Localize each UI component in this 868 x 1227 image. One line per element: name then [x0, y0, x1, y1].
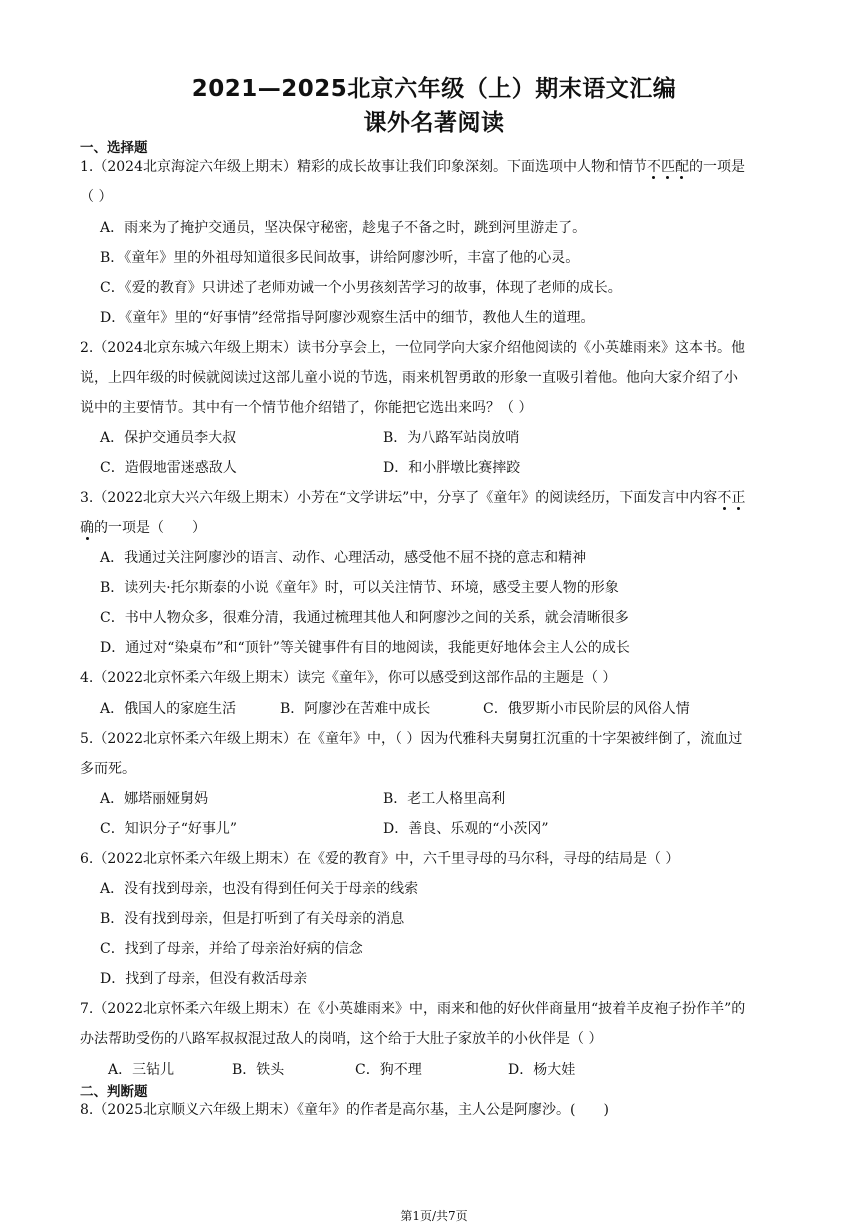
question-5-stem-line-1: 5.（2022北京怀柔六年级上期末）在《童年》中，（ ）因为代雅科夫舅舅扛沉重的十字架被绊倒了，流血过: [80, 731, 743, 747]
question-7-option-d: D．杨大娃: [508, 1062, 576, 1078]
question-3-option-b: B．读列夫·托尔斯泰的小说《童年》时，可以关注情节、环境，感受主要人物的形象: [100, 580, 619, 596]
emphasis-char: 不: [646, 159, 661, 175]
question-5-option-d: D．善良、乐观的“小茨冈”: [383, 821, 549, 837]
question-1-option-c: C．《爱的教育》只讲述了老师劝诫一个小男孩刻苦学习的故事，体现了老师的成长。: [100, 280, 622, 296]
question-2-option-d: D．和小胖墩比赛摔跤: [383, 460, 521, 476]
page-subtitle: 课外名著阅读: [363, 110, 505, 136]
question-8-stem: 8.（2025北京顺义六年级上期末）《童年》的作者是高尔基，主人公是阿廖沙。( ): [80, 1102, 609, 1118]
question-6-option-d: D．找到了母亲，但没有救活母亲: [100, 971, 308, 987]
question-3-stem-tail: 的一项是（ ）: [94, 520, 206, 536]
question-7-option-b: B．铁头: [232, 1062, 285, 1078]
question-4-option-c: C．俄罗斯小市民阶层的风俗人情: [483, 701, 690, 717]
question-1-option-a: A．雨来为了掩护交通员，坚决保守秘密，趁鬼子不备之时，跳到河里游走了。: [100, 220, 587, 236]
question-5-option-c: C．知识分子“好事儿”: [100, 821, 238, 837]
question-2-stem-line-2: 说，上四年级的时候就阅读过这部儿童小说的节选，雨来机智勇敢的形象一直吸引着他。他向大家介绍了小: [80, 370, 738, 386]
question-2-option-c: C．造假地雷迷惑敌人: [100, 460, 237, 476]
question-3-option-d: D．通过对“染桌布”和“顶针”等关键事件有目的地阅读，我能更好地体会主人公的成长: [100, 640, 630, 656]
question-2-stem-line-1: 2.（2024北京东城六年级上期末）读书分享会上，一位同学向大家介绍他阅读的《小英雄雨来》这本书。他: [80, 340, 745, 356]
question-5-option-a: A．娜塔丽娅舅妈: [100, 791, 209, 807]
question-6-option-a: A．没有找到母亲，也没有得到任何关于母亲的线索: [100, 881, 419, 897]
question-3-stem-line-2: [80, 517, 206, 537]
question-6-stem: 6.（2022北京怀柔六年级上期末）在《爱的教育》中，六千里寻母的马尔科，寻母的结局是（ ）: [80, 851, 680, 867]
question-2-option-a: A．保护交通员李大叔: [100, 430, 237, 446]
question-7-stem-line-1: 7.（2022北京怀柔六年级上期末）在《小英雄雨来》中，雨来和他的好伙伴商量用“披着羊皮袍子扮作羊”的: [80, 1001, 746, 1017]
question-2-stem-line-3: 说中的主要情节。其中有一个情节他介绍错了，你能把它选出来吗？（ ）: [80, 400, 533, 416]
question-7-option-c: C．狗不理: [355, 1062, 422, 1078]
question-1-stem: [80, 156, 745, 176]
question-1-stem-text: 1.（2024北京海淀六年级上期末）精彩的成长故事让我们印象深刻。下面选项中人物和情节: [80, 159, 647, 175]
question-1-blank: （ ）: [80, 189, 113, 205]
section-heading-judge: 二、判断题: [80, 1084, 148, 1100]
question-6-option-c: C．找到了母亲，并给了母亲治好病的信念: [100, 941, 363, 957]
emphasis-char: 不: [717, 490, 732, 506]
question-1-option-d: D．《童年》里的“好事情”经常指导阿廖沙观察生活中的细节，教他人生的道理。: [100, 310, 595, 326]
question-3-option-c: C．书中人物众多，很难分清，我通过梳理其他人和阿廖沙之间的关系，就会清晰很多: [100, 610, 629, 626]
question-1-stem-tail: 的一项是: [688, 159, 745, 175]
question-4-option-b: B．阿廖沙在苦难中成长: [280, 701, 431, 717]
question-1-option-b: B．《童年》里的外祖母知道很多民间故事，讲给阿廖沙听，丰富了他的心灵。: [100, 250, 580, 266]
page-footer: 第1页/共7页: [400, 1209, 468, 1223]
question-3-stem-text: 3.（2022北京大兴六年级上期末）小芳在“文学讲坛”中，分享了《童年》的阅读经历，下面发言中内容: [80, 490, 718, 506]
section-heading-choice: 一、选择题: [80, 140, 148, 156]
emphasis-char: 匹: [660, 159, 675, 175]
question-6-option-b: B．没有找到母亲，但是打听到了有关母亲的消息: [100, 911, 405, 927]
emphasis-char: 正: [731, 490, 746, 506]
page-title: 2021—2025北京六年级（上）期末语文汇编: [191, 76, 677, 102]
question-3-option-a: A．我通过关注阿廖沙的语言、动作、心理活动，感受他不屈不挠的意志和精神: [100, 550, 587, 566]
question-7-option-a: A．三钻儿: [108, 1062, 175, 1078]
emphasis-char: 确: [80, 520, 94, 536]
question-4-stem: 4.（2022北京怀柔六年级上期末）读完《童年》，你可以感受到这部作品的主题是（ ）: [80, 670, 617, 686]
question-5-option-b: B．老工人格里高利: [383, 791, 506, 807]
question-3-stem-line-1: [80, 487, 745, 507]
question-2-option-b: B．为八路军站岗放哨: [383, 430, 520, 446]
question-4-option-a: A．俄国人的家庭生活: [100, 701, 237, 717]
question-5-stem-line-2: 多而死。: [80, 761, 136, 777]
question-7-stem-line-2: 办法帮助受伤的八路军叔叔混过敌人的岗哨，这个给于大肚子家放羊的小伙伴是（ ）: [80, 1031, 603, 1047]
emphasis-char: 配: [674, 159, 689, 175]
